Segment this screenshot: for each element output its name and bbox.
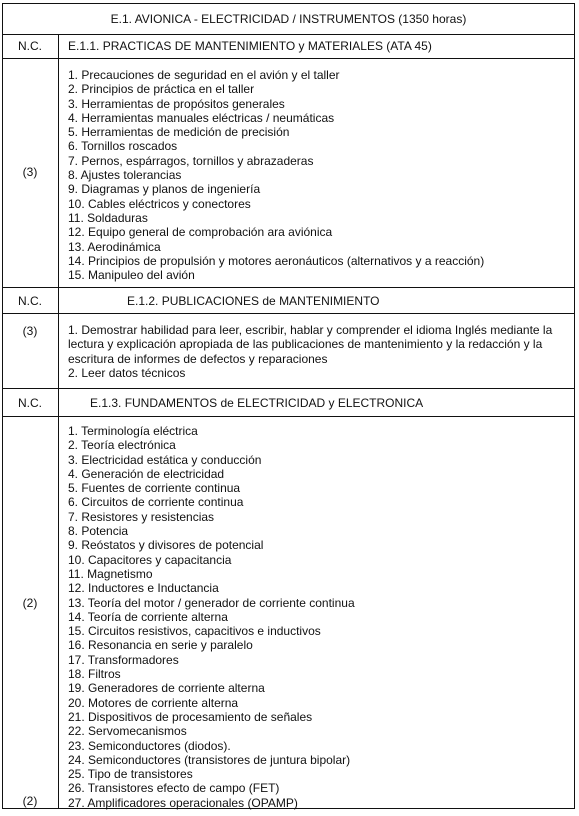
list-item: 9. Reóstatos y divisores de potencial <box>68 538 264 553</box>
list-item: 15. Manipuleo del avión <box>68 268 195 283</box>
table-rule <box>2 313 575 314</box>
table-border-right <box>574 3 575 808</box>
list-item: 17. Transformadores <box>68 652 179 667</box>
table-rule <box>2 416 575 417</box>
list-item: 2. Leer datos técnicos <box>68 366 186 380</box>
list-item: 8. Potencia <box>68 524 129 539</box>
nc-column-header: N.C. <box>18 294 42 308</box>
list-item: 7. Resistores y resistencias <box>68 509 215 524</box>
nc-column-header: N.C. <box>18 39 42 53</box>
list-item: 21. Dispositivos de procesamiento de señales <box>68 709 313 724</box>
list-item: 5. Herramientas de medición de precisión <box>68 125 290 140</box>
list-item: 4. Generación de electricidad <box>68 466 225 481</box>
list-item: 11. Magnetismo <box>68 566 153 581</box>
page-title: E.1. AVIONICA - ELECTRICIDAD / INSTRUMENTOS (1350 horas) <box>110 12 467 26</box>
list-item: 25. Tipo de transistores <box>68 767 193 782</box>
list-item: 14. Teoría de corriente alterna <box>68 609 228 624</box>
list-item: 2. Teoría electrónica <box>68 438 176 453</box>
section-title: E.1.3. FUNDAMENTOS de ELECTRICIDAD y ELECTRONICA <box>90 396 424 410</box>
list-item: 12. Inductores e Inductancia <box>68 581 219 596</box>
level-label: (2) <box>22 596 38 610</box>
list-item: 6. Circuitos de corriente continua <box>68 495 244 510</box>
list-item: 14. Principios de propulsión y motores aeronáuticos (alternativos y a reacción) <box>68 253 485 268</box>
level-label: (2) <box>22 794 38 808</box>
list-item: 13. Teoría del motor / generador de corriente continua <box>68 595 355 610</box>
section-title: E.1.1. PRACTICAS DE MANTENIMIENTO y MATERIALES (ATA 45) <box>68 39 432 53</box>
list-item: 15. Circuitos resistivos, capacitivos e inductivos <box>68 624 321 639</box>
list-item: 6. Tornillos roscados <box>68 139 178 154</box>
list-item: 18. Filtros <box>68 667 121 682</box>
level-label: (3) <box>22 165 38 179</box>
list-item: 5. Fuentes de corriente continua <box>68 481 241 496</box>
list-item: 22. Servomecanismos <box>68 724 187 739</box>
table-border-top <box>2 3 575 4</box>
topic-list <box>68 68 484 282</box>
list-item: 10. Cables eléctricos y conectores <box>68 196 251 211</box>
topic-list <box>68 424 355 810</box>
list-item: 13. Aerodinámica <box>68 239 161 254</box>
nc-column-divider <box>58 34 59 808</box>
list-item: 7. Pernos, espárragos, tornillos y abrazaderas <box>68 153 314 168</box>
list-item: 11. Soldaduras <box>68 210 148 225</box>
list-item: 3. Electricidad estática y conducción <box>68 452 262 467</box>
list-item: 20. Motores de corriente alterna <box>68 695 239 710</box>
list-item: 23. Semiconductores (diodos). <box>68 738 231 753</box>
list-item: 9. Diagramas y planos de ingeniería <box>68 182 261 197</box>
syllabus-table <box>2 3 575 808</box>
list-item: 4. Herramientas manuales eléctricas / neumáticas <box>68 110 335 125</box>
list-item: 1. Precauciones de seguridad en el avión y el taller <box>68 68 340 82</box>
list-item: 27. Amplificadores operacionales (OPAMP) <box>68 795 298 810</box>
list-item: 10. Capacitores y capacitancia <box>68 552 232 567</box>
list-item: 1. Demostrar habilidad para leer, escribir, hablar y comprender el idioma Inglés mediante la lectura y explicación apropiada de las publicaciones de mantenimiento y la redacción y la escritura de informes de defectos y reparaciones <box>68 323 553 366</box>
list-item: 8. Ajustes tolerancias <box>68 168 182 183</box>
table-rule <box>2 58 575 59</box>
list-item: 26. Transistores efecto de campo (FET) <box>68 781 280 796</box>
list-item: 3. Herramientas de propósitos generales <box>68 96 285 111</box>
section-title: E.1.2. PUBLICACIONES de MANTENIMIENTO <box>127 294 380 308</box>
table-rule <box>2 388 575 389</box>
list-item: 24. Semiconductores (transistores de juntura bipolar) <box>68 752 351 767</box>
list-item: 12. Equipo general de comprobación ara aviónica <box>68 225 333 240</box>
list-item: 16. Resonancia en serie y paralelo <box>68 638 253 653</box>
table-rule <box>2 287 575 288</box>
nc-column-header: N.C. <box>18 396 42 410</box>
list-item: 2. Principios de práctica en el taller <box>68 82 255 97</box>
list-item: 1. Terminología eléctrica <box>68 424 198 438</box>
table-rule <box>2 34 575 35</box>
level-label: (3) <box>22 324 38 338</box>
list-item: 19. Generadores de corriente alterna <box>68 681 265 696</box>
